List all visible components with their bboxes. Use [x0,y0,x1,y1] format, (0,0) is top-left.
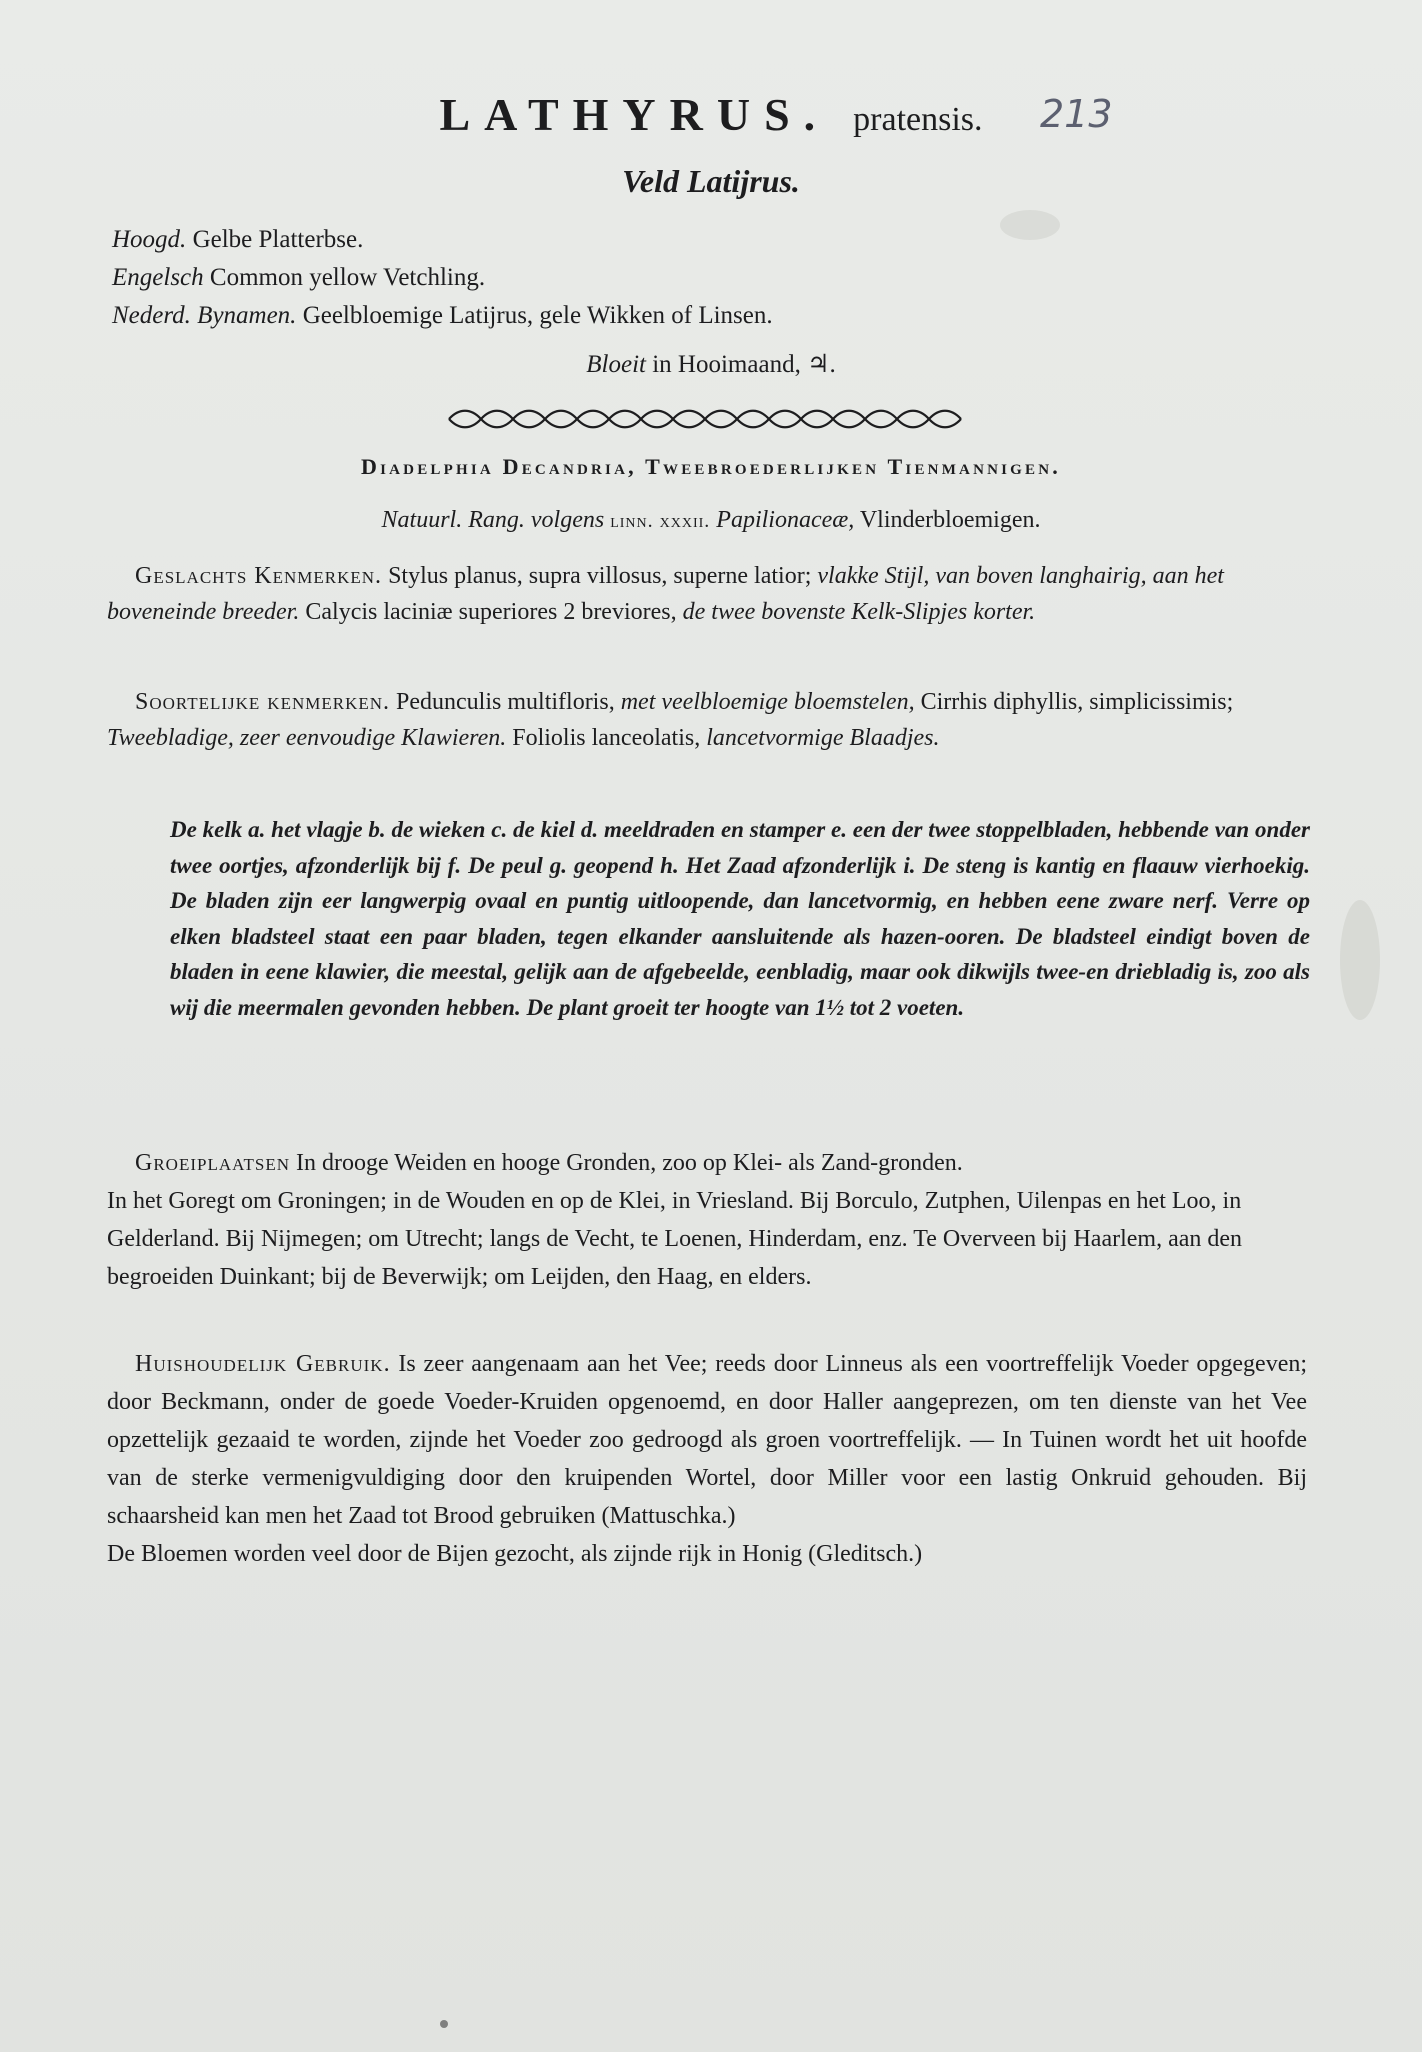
paper-stain [1340,900,1380,1020]
habitat-locations: In het Goregt om Groningen; in de Wouden en op de Klei, in Vriesland. Bij Borculo, Zutphen, Uilenpas en het Loo, in Gelderland. Bij Nijmegen; om Utrecht; langs de Vecht, te Loenen, Hinderdam, enz. Te Overveen bij Haarlem, aan den begroeiden Duinkant; bij de Beverwijk; om Leijden, den Haag, en elders. [107,1188,1243,1290]
species-characters: Soortelijke kenmerken. Pedunculis multifloris, met veelbloemige bloemstelen, Cirrhis diphyllis, simplicissimis; Tweebladige, zeer eenvoudige Klawieren. Foliolis lanceolatis, lancetvormige Blaadjes. [107,689,1234,751]
page-number: 213 [1040,92,1113,136]
plant-description: De kelk a. het vlagje b. de wieken c. de kiel d. meeldraden en stamper e. een der twee stoppelbladen, hebbende van onder twee oortjes, afzonderlijk bij f. De peul g. geopend h. Het Zaad afzonderlijk i. De steng is kantig en flaauw vierhoekig. De bladen zijn eer langwerpig ovaal en puntig uitloopende, dan lancetvormig, en hebben eene zware nerf. Verre op elken bladsteel staat een paar bladen, tegen elkander aansluitende als hazen-ooren. De bladsteel eindigt boven de bladen in eene klawier, die meestal, gelijk aan de afgebeelde, eenbladig, maar ook dikwijls twee-en driebladig is, zoo als wij die meermalen gevonden hebben. De plant groeit ter hoogte van 1½ tot 2 voeten. [170,817,1310,1020]
dutch-name: Veld Latijrus. [622,163,800,199]
title [0,88,1422,141]
vernacular-dutch: Nederd. Bynamen. Geelbloemige Latijrus, gele Wikken of Linsen. [112,302,773,329]
bee-note: De Bloemen worden veel door de Bijen gezocht, als zijnde rijk in Honig (Gleditsch.) [107,1541,923,1567]
vernacular-german: Hoogd. Gelbe Platterbse. [112,226,364,253]
paper-speck [440,2020,448,2028]
linnaean-class: Diadelphia Decandria, Tweebroederlijken Tienmannigen. [361,454,1061,479]
genus-characters: Geslachts Kenmerken. Stylus planus, supra villosus, superne latior; vlakke Stijl, van boven langhairig, aan het boveneinde breeder. Calycis laciniæ superiores 2 breviores, de twee bovenste Kelk-Slipjes korter. [107,563,1224,625]
vernacular-english: Engelsch Common yellow Vetchling. [112,264,486,291]
genus-name: LATHYRUS. [439,89,830,140]
habitat-section: Groeiplaatsen In drooge Weiden en hooge Gronden, zoo op Klei- als Zand-gronden. In het Goregt om Groningen; in de Wouden en op de Klei, in Vriesland. Bij Borculo, Zutphen, Uilenpas en het Loo, in Gelderland. Bij Nijmegen; om Utrecht; langs de Vecht, te Loenen, Hinderdam, enz. Te Overveen bij Haarlem, aan den begroeiden Duinkant; bij de Beverwijk; om Leijden, den Haag, en elders. [107,1150,1243,1290]
natural-order: Natuurl. Rang. volgens linn. xxxii. Papilionaceæ, Vlinderbloemigen. [381,507,1041,533]
species-name: pratensis. [853,101,983,138]
flowering-time: Bloeit in Hooimaand, ♃. [586,351,836,378]
ornamental-divider [445,404,965,434]
vernacular-names [112,221,1312,335]
uses-section: Huishoudelijk Gebruik. Is zeer aangenaam aan het Vee; reeds door Linneus als een voortreffelijk Voeder opgegeven; door Beckmann, onder de goede Voeder-Kruiden opgenoemd, en door Haller aangeprezen, om ten dienste van het Vee opzettelijk gezaaid te worden, zijnde het Voeder zoo gedroogd als groen voortreffelijk. — In Tuinen wordt het uit hoofde van de sterke vermenigvuldiging door den kruipenden Wortel, door Miller voor een lastig Onkruid gehouden. Bij schaarsheid kan men het Zaad tot Brood gebruiken (Mattuschka.) De Bloemen worden veel door de Bijen gezocht, als zijnde rijk in Honig (Gleditsch.) [107,1351,1308,1567]
